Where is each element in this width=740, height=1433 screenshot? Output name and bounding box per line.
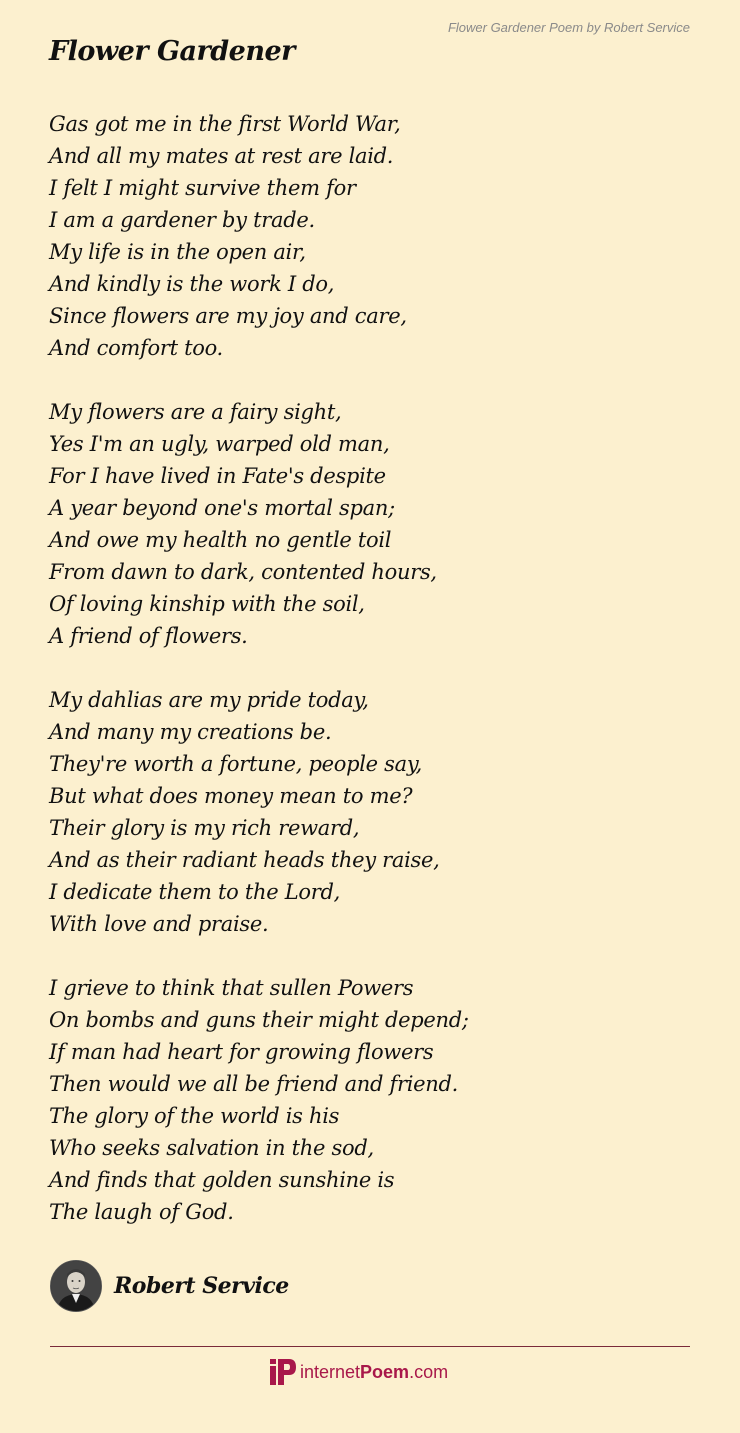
poem-line: And all my mates at rest are laid. xyxy=(49,144,394,168)
poem-stanza xyxy=(49,108,689,364)
poem-line: Their glory is my rich reward, xyxy=(49,816,360,840)
poem-title: Flower Gardener xyxy=(49,36,295,67)
poem-line: My flowers are a fairy sight, xyxy=(49,400,342,424)
poem-line: Who seeks salvation in the sod, xyxy=(49,1136,374,1160)
poem-line: And owe my health no gentle toil xyxy=(49,528,392,552)
poem-line: And finds that golden sunshine is xyxy=(49,1168,395,1192)
poem-stanza xyxy=(49,684,689,940)
header-caption: Flower Gardener Poem by Robert Service xyxy=(447,20,690,35)
poem-line: The laugh of God. xyxy=(49,1200,234,1224)
poem-body xyxy=(49,108,689,1260)
brand-suffix: .com xyxy=(409,1361,449,1382)
poem-line: A year beyond one's mortal span; xyxy=(49,496,395,520)
brand-name xyxy=(300,1362,448,1383)
poem-line: Then would we all be friend and friend. xyxy=(49,1072,459,1096)
poem-line: I dedicate them to the Lord, xyxy=(49,880,340,904)
poem-line: And many my creations be. xyxy=(49,720,332,744)
ip-logo-icon xyxy=(270,1359,296,1385)
poem-line: Of loving kinship with the soil, xyxy=(49,592,365,616)
poem-line: For I have lived in Fate's despite xyxy=(49,464,386,488)
poem-line: Gas got me in the first World War, xyxy=(49,112,401,136)
poem-line: And comfort too. xyxy=(49,336,223,360)
poem-line: I grieve to think that sullen Powers xyxy=(49,976,414,1000)
poem-line: My life is in the open air, xyxy=(49,240,306,264)
poem-line: I felt I might survive them for xyxy=(49,176,356,200)
poem-line: But what does money mean to me? xyxy=(49,784,413,808)
poem-line: And kindly is the work I do, xyxy=(49,272,335,296)
poem-line: On bombs and guns their might depend; xyxy=(49,1008,469,1032)
author-avatar[interactable] xyxy=(50,1260,102,1312)
poem-line: Since flowers are my joy and care, xyxy=(49,304,407,328)
poem-line: With love and praise. xyxy=(49,912,269,936)
brand-prefix: internet xyxy=(300,1361,361,1382)
poem-line: I am a gardener by trade. xyxy=(49,208,315,232)
footer-divider xyxy=(50,1346,690,1347)
brand-strong: Poem xyxy=(360,1361,410,1382)
poem-line: They're worth a fortune, people say, xyxy=(49,752,422,776)
poem-line: A friend of flowers. xyxy=(49,624,248,648)
poem-line: From dawn to dark, contented hours, xyxy=(49,560,437,584)
poem-stanza xyxy=(49,396,689,652)
poem-stanza xyxy=(49,972,689,1228)
poem-line: If man had heart for growing flowers xyxy=(49,1040,434,1064)
poem-line: The glory of the world is his xyxy=(49,1104,340,1128)
poem-line: And as their radiant heads they raise, xyxy=(49,848,440,872)
author-portrait-icon xyxy=(51,1261,101,1311)
poem-line: Yes I'm an ugly, warped old man, xyxy=(49,432,390,456)
author-block[interactable] xyxy=(50,1260,289,1312)
author-name[interactable]: Robert Service xyxy=(114,1273,289,1299)
footer-brand-link[interactable] xyxy=(270,1358,448,1386)
poem-line: My dahlias are my pride today, xyxy=(49,688,369,712)
